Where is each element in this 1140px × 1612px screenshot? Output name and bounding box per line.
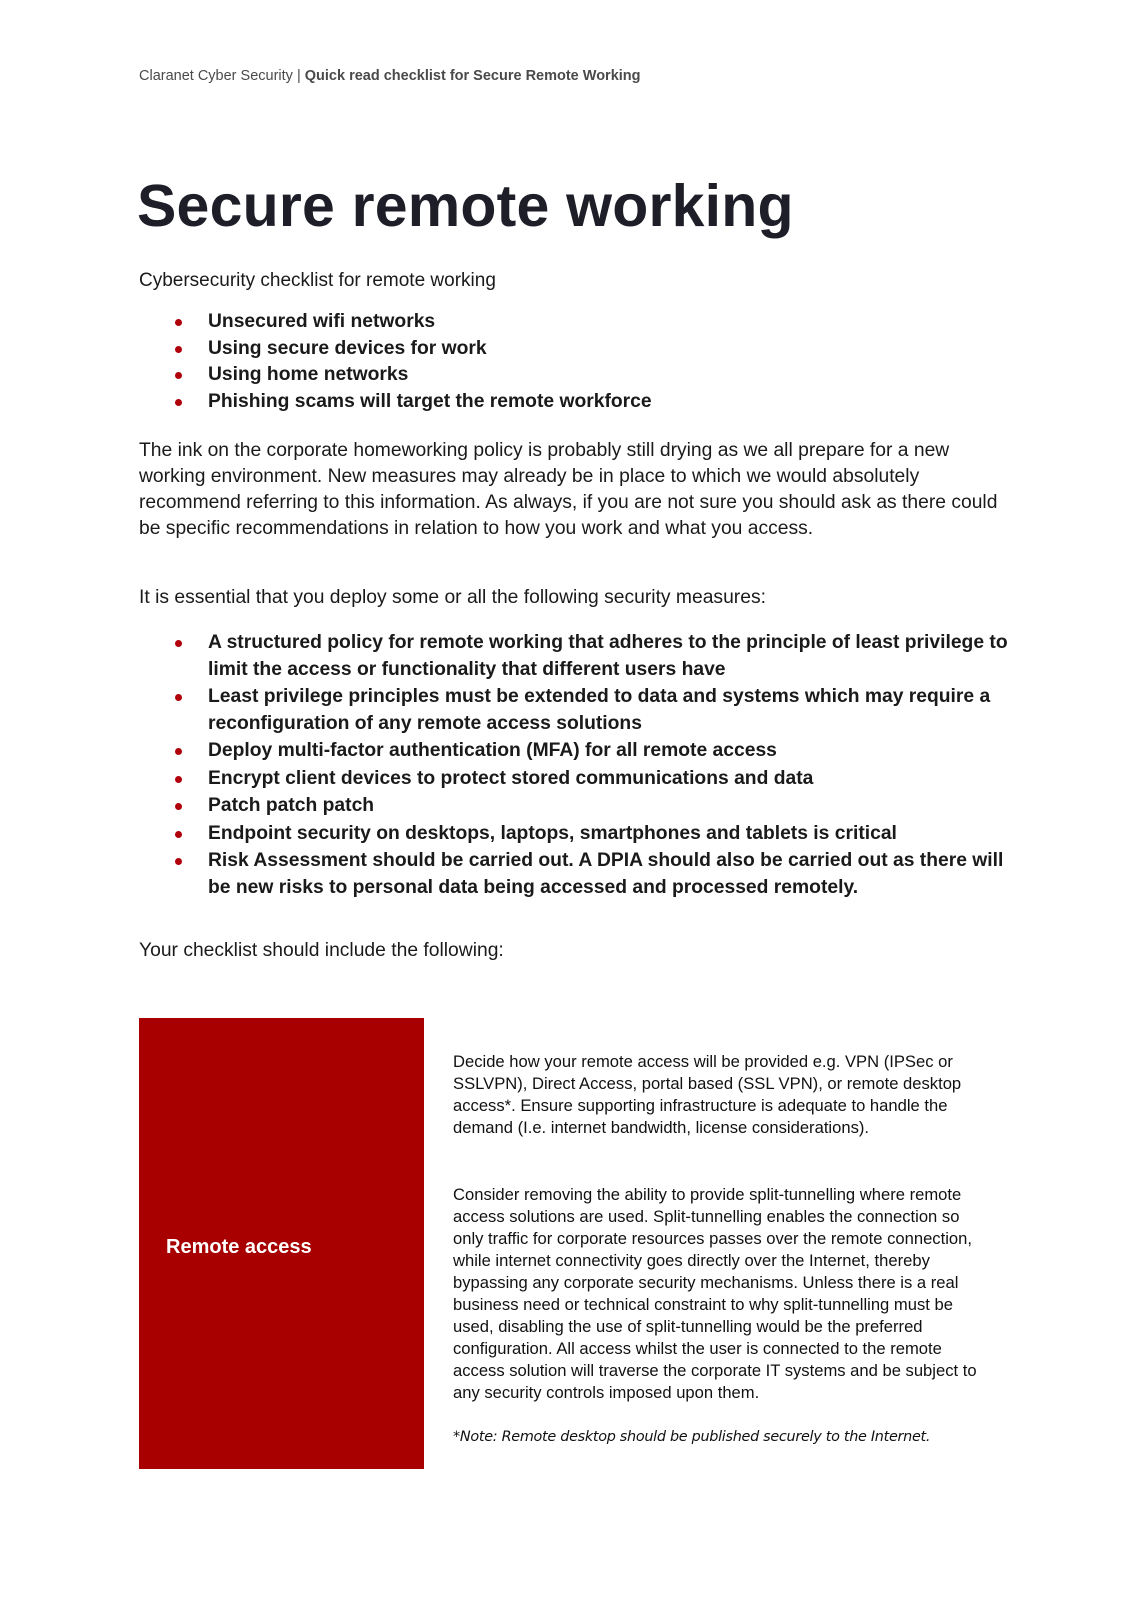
section-paragraph-2: Consider removing the ability to provide split-tunnelling where remote access solutions are used. Split-tunnelling enables the connection so only traffic for corporate resources passes over the remote connection, while internet connectivity goes directly over the Internet, thereby bypassing any corporate security mechanisms. Unless there is a real business need or technical constraint to why split-tunnelling must be used, disabling the use of split-tunnelling would be the preferred configuration. All access whilst the user is connected to the remote access solution will traverse the corporate IT systems and be subject to any security controls imposed upon them.	[453, 1185, 977, 1402]
list-item	[139, 684, 1019, 737]
bullet-icon	[175, 803, 182, 810]
document-header	[139, 68, 641, 84]
essential-paragraph: It is essential that you deploy some or all the following security measures:	[139, 587, 766, 608]
header-doc-name: Quick read checklist for Secure Remote Working	[304, 68, 641, 84]
risk-bullet-list	[139, 309, 1019, 415]
list-item-text: Endpoint security on desktops, laptops, smartphones and tablets is critical	[208, 822, 897, 844]
list-item	[139, 336, 1019, 363]
list-item-text: Unsecured wifi networks	[208, 311, 436, 332]
section-paragraph-1: Decide how your remote access will be provided e.g. VPN (IPSec or SSLVPN), Direct Access, portal based (SSL VPN), or remote desktop access*. Ensure supporting infrastructure is adequate to handle the demand (I.e. internet bandwidth, license considerations).	[453, 1052, 962, 1137]
section-note: *Note: Remote desktop should be published securely to the Internet.	[453, 1429, 931, 1445]
bullet-icon	[175, 640, 182, 647]
bullet-icon	[175, 831, 182, 838]
list-item-text: Using home networks	[208, 364, 409, 385]
list-item-text: A structured policy for remote working that adheres to the principle of least privilege to limit the access or functionality that different users have	[208, 632, 1008, 680]
list-item-text: Least privilege principles must be extended to data and systems which may require a reconfiguration of any remote access solutions	[208, 686, 991, 734]
header-company: Claranet Cyber Security	[139, 68, 293, 84]
header-separator: |	[292, 68, 305, 84]
measures-bullet-list	[139, 630, 1019, 902]
section-label: Remote access	[166, 1236, 312, 1258]
bullet-icon	[175, 372, 182, 379]
bullet-icon	[175, 399, 182, 406]
bullet-icon	[175, 858, 182, 865]
bullet-icon	[175, 776, 182, 783]
list-item	[139, 848, 1019, 901]
bullet-icon	[175, 748, 182, 755]
list-item	[139, 766, 1019, 793]
intro-paragraph: The ink on the corporate homeworking policy is probably still drying as we all prepare for a new working environment. New measures may already be in place to which we would absolutely recommend referring to this information. As always, if you are not sure you should ask as there could be specific recommendations in relation to how you work and what you access.	[139, 440, 998, 539]
list-item-text: Patch patch patch	[208, 795, 375, 816]
page-subtitle: Cybersecurity checklist for remote working	[139, 270, 496, 291]
list-item	[139, 793, 1019, 820]
bullet-icon	[175, 694, 182, 701]
list-item	[139, 309, 1019, 336]
list-item-text: Risk Assessment should be carried out. A DPIA should also be carried out as there will be new risks to personal data being accessed and processed remotely.	[208, 850, 1004, 898]
list-item-text: Phishing scams will target the remote workforce	[208, 390, 652, 412]
checklist-intro: Your checklist should include the following:	[139, 940, 504, 961]
list-item-text: Deploy multi-factor authentication (MFA) for all remote access	[208, 740, 777, 761]
list-item	[139, 738, 1019, 765]
list-item	[139, 821, 1019, 848]
list-item	[139, 630, 1019, 683]
list-item-text: Encrypt client devices to protect stored communications and data	[208, 767, 814, 789]
list-item	[139, 362, 1019, 389]
page-title: Secure remote working	[137, 173, 794, 239]
bullet-icon	[175, 346, 182, 353]
list-item-text: Using secure devices for work	[208, 337, 487, 359]
list-item	[139, 389, 1019, 416]
bullet-icon	[175, 319, 182, 326]
